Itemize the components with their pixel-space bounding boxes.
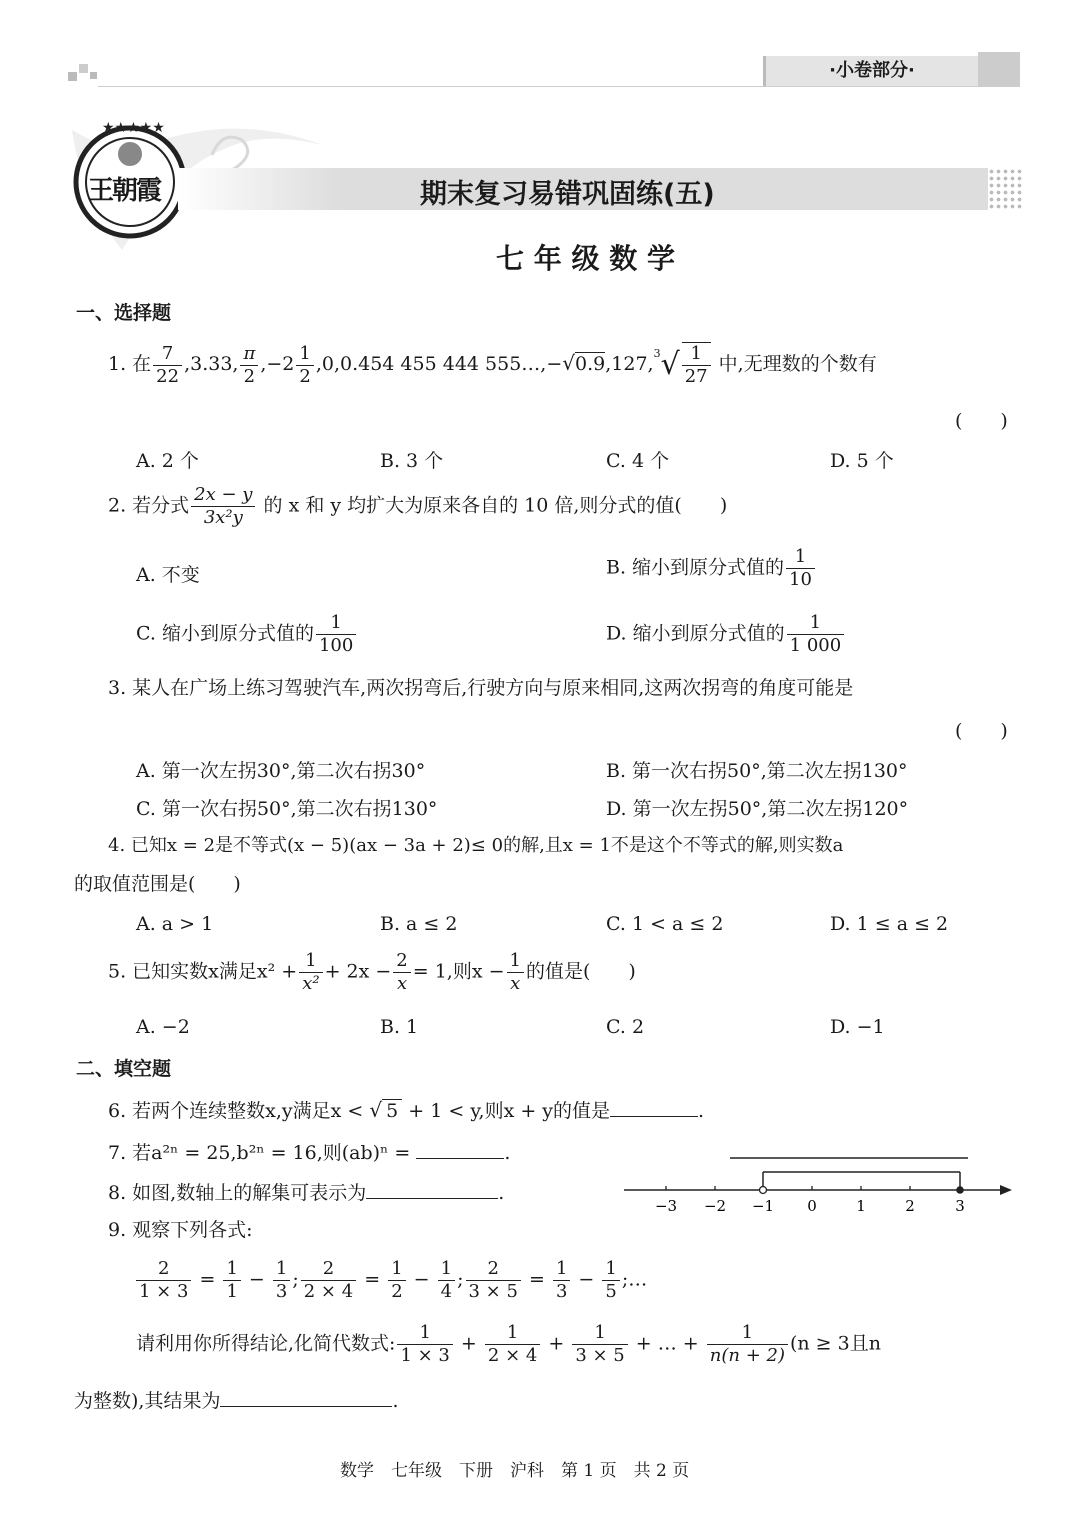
logo-stars: ★★★★★	[102, 120, 165, 136]
option-c: C. 缩小到原分式值的 $\frac{1}{100}$	[136, 612, 358, 657]
option-d: D. 缩小到原分式值的 $\frac{1}{1 000}$	[606, 612, 846, 657]
option-c: C. 1 < a ≤ 2	[606, 913, 724, 935]
question-4-line1: 4. 已知x = 2是不等式(x − 5)(ax − 3a + 2)≤ 0的解,且x = 1不是这个不等式的解,则实数a	[108, 835, 844, 856]
tab-end-block	[978, 52, 1020, 86]
fraction: $\frac{1}{10}$	[786, 546, 815, 591]
closed-point	[956, 1186, 964, 1194]
fraction: $\frac{1}{\text{x²}}$	[299, 950, 322, 995]
fraction: $\frac{1}{27}$	[682, 342, 711, 388]
question-3: 3. 某人在广场上练习驾驶汽车,两次拐弯后,行驶方向与原来相同,这两次拐弯的角度可能是	[108, 677, 854, 699]
tick-label: 3	[955, 1197, 965, 1215]
option-b: B. 1	[380, 1016, 419, 1038]
option-d: D. 5 个	[830, 450, 894, 472]
option-b: B. 缩小到原分式值的 $\frac{1}{10}$	[606, 546, 817, 591]
tick-label: 1	[856, 1197, 866, 1215]
question-9-line4: 为整数),其结果为 .	[74, 1390, 399, 1412]
answer-paren-3: ( )	[955, 720, 1008, 742]
number-line	[620, 1150, 1020, 1220]
option-b: B. a ≤ 2	[380, 913, 458, 935]
cbrt-sign: √	[660, 347, 680, 382]
option-a: A. 第一次左拐30°,第二次右拐30°	[136, 760, 426, 782]
option-c: C. 4 个	[606, 450, 670, 472]
fraction: $\frac{1}{2}$	[296, 343, 313, 388]
question-2: 2. 若分式 $\frac{2x - y}{\text{3x²y}}$ 的 x 和 y 均扩大为原来各自的 10 倍,则分式的值( )	[108, 484, 728, 528]
option-a: A. −2	[136, 1016, 190, 1038]
fraction: $\frac{1}{x}$	[507, 950, 524, 995]
tick-label: −3	[654, 1197, 678, 1215]
page-title: 期末复习易错巩固练(五)	[420, 179, 715, 210]
fraction: $\frac{2}{x}$	[393, 950, 410, 995]
answer-paren-1: ( )	[955, 410, 1008, 432]
observation-equations: $\frac{2}{1 \times 3}$ = $\frac{1}{1}$ − $\frac{1}{3}$ ; $\frac{2}{2 \times 4}$ = $\frac{1}{2}$ − $\frac{1}{4}$ ; $\frac{2}{3 \times 5}$ = $\frac{1}{3}$ − $\frac{1}{5}$ ;…	[134, 1258, 647, 1303]
option-a: A. 不变	[136, 564, 200, 586]
option-d: D. −1	[830, 1016, 885, 1038]
option-c: C. 第一次右拐50°,第二次右拐130°	[136, 798, 438, 820]
question-9: 9. 观察下列各式:	[108, 1219, 253, 1241]
answer-blank[interactable]	[220, 1388, 392, 1407]
option-c: C. 2	[606, 1016, 645, 1038]
fraction: $\frac{1}{1 000}$	[787, 612, 845, 657]
question-6: 6. 若两个连续整数x,y满足x < √ 5 + 1 < y,则x + y的值是 .	[108, 1098, 705, 1122]
fraction: $\frac{2x - y}{\text{3x²y}}$	[191, 484, 255, 529]
fraction: $\frac{\pi}{2}$	[240, 343, 258, 388]
option-d: D. 1 ≤ a ≤ 2	[830, 913, 949, 935]
corner-decoration	[68, 64, 98, 84]
banner-dots	[988, 168, 1024, 210]
question-5: 5. 已知实数x满足x² + $\frac{1}{\text{x²}}$ + 2x − $\frac{2}{x}$ = 1,则x − $\frac{1}{x}$ 的值是( )	[108, 950, 636, 994]
answer-blank[interactable]	[610, 1098, 698, 1117]
tick-label: −2	[703, 1197, 727, 1215]
option-b: B. 3 个	[380, 450, 444, 472]
page-subtitle: 七 年 级 数 学	[496, 242, 675, 275]
section-heading-fill: 二、填空题	[76, 1058, 172, 1080]
option-b: B. 第一次右拐50°,第二次左拐130°	[606, 760, 908, 782]
tick-label: 0	[807, 1197, 817, 1215]
option-a: A. 2 个	[136, 450, 199, 472]
fraction: $\frac{7}{22}$	[153, 343, 182, 388]
simplify-expression: 请利用你所得结论,化简代数式: $\frac{1}{1 \times 3}$ + $\frac{1}{2 \times 4}$ + $\frac{1}{3 \times 5}$ + … + $\frac{1}{n(n + 2)}$ (n ≥ 3且n	[136, 1322, 881, 1366]
header-rule	[98, 86, 1020, 87]
sqrt-sign: √	[562, 351, 576, 375]
sqrt-sign: √	[369, 1098, 383, 1122]
tick-label: −1	[751, 1197, 775, 1215]
option-d: D. 第一次左拐50°,第二次左拐120°	[606, 798, 909, 820]
logo-text: 王朝霞	[88, 176, 161, 206]
answer-blank[interactable]	[416, 1140, 504, 1159]
section-tab: ·小卷部分·	[763, 56, 978, 86]
fraction: $\frac{1}{100}$	[316, 612, 356, 657]
question-1: 1. 在 $\frac{7}{22}$ ,3.33, $\frac{\pi}{2}$ ,−2 $\frac{1}{2}$ ,0,0.454 455 444 555…,−√0.9,127,$^3$√ $\frac{1}{27}$ 中,无理数的个数有	[108, 342, 877, 387]
page-footer: 数学 七年级 下册 沪科 第 1 页 共 2 页	[340, 1461, 690, 1481]
open-point	[760, 1187, 767, 1194]
question-4-line2: 的取值范围是( )	[74, 873, 241, 895]
question-7: 7. 若a²ⁿ = 25,b²ⁿ = 16,则(ab)ⁿ = .	[108, 1142, 511, 1164]
option-a: A. a > 1	[136, 913, 214, 935]
answer-blank[interactable]	[366, 1180, 498, 1199]
section-heading-choice: 一、选择题	[76, 302, 172, 324]
tick-label: 2	[905, 1197, 915, 1215]
question-8: 8. 如图,数轴上的解集可表示为 .	[108, 1182, 505, 1204]
